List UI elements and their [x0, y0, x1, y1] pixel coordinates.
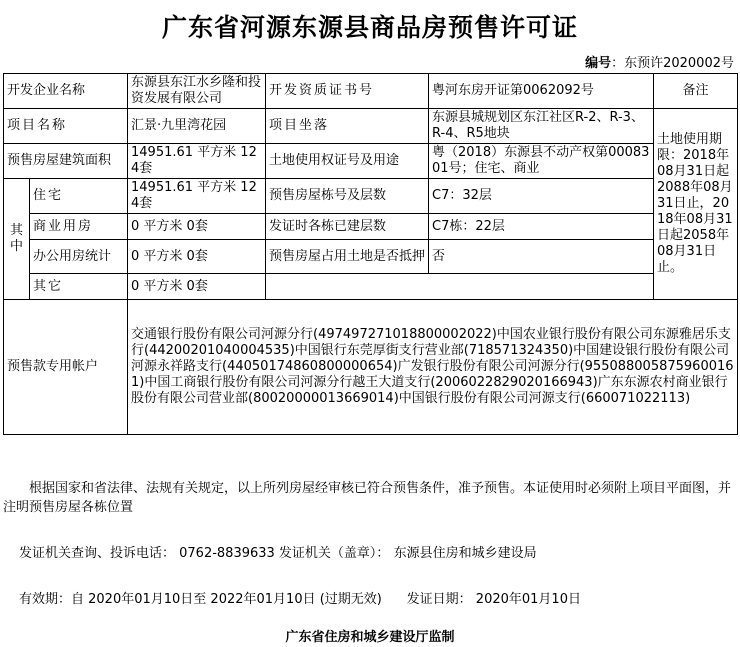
- building-no-value: C7：32层: [429, 179, 654, 214]
- built-floors-value: C7栋：22层: [429, 214, 654, 240]
- remark-value: 土地使用期限：2018年08月31日起2088年08月31日止，2018年08月31日起2058年08月31日止。: [654, 109, 738, 300]
- residential-label: 住宅: [30, 179, 128, 214]
- serial-number: [585, 52, 734, 71]
- account-label: 预售款专用帐户: [4, 300, 128, 435]
- row-project: [4, 109, 738, 144]
- residential-value: 14951.61 平方米 124套: [128, 179, 266, 214]
- mortgage-label: 预售房屋占用土地是否抵押: [266, 240, 429, 274]
- land-cert-label: 土地使用权证号及用途: [266, 144, 429, 179]
- commercial-value: 0 平方米 0套: [128, 214, 266, 240]
- presale-area-label: 预售房屋建筑面积: [4, 144, 128, 179]
- breakdown-label-bottom: 中: [9, 239, 23, 254]
- office-value: 0 平方米 0套: [128, 240, 266, 274]
- statement-text: 根据国家和省法律、法规有关规定，以上所列房屋经审核已符合预售条件，准予预售。本证使用时必须附上项目平面图，并注明预售房屋各栋位置: [3, 481, 732, 515]
- footer-text: 广东省住房和城乡建设厅监制: [285, 630, 455, 645]
- qualification-value: 粤河东房开证第0062092号: [429, 74, 654, 109]
- qualification-label: 开发资质证书号: [266, 74, 429, 109]
- project-name-value: 汇景·九里湾花园: [128, 109, 266, 144]
- building-no-label: 预售房屋栋号及层数: [266, 179, 429, 214]
- mortgage-value: 否: [429, 240, 654, 274]
- project-location-label: 项目坐落: [266, 109, 429, 144]
- project-name-label: 项目名称: [4, 109, 128, 144]
- commercial-label: 商业用房: [30, 214, 128, 240]
- developer-value: 东源县东江水乡隆和投资发展有限公司: [128, 74, 266, 109]
- project-location-value: 东源县城规划区东江社区R-2、R-3、R-4、R5地块: [429, 109, 654, 144]
- row-residential: [4, 179, 738, 214]
- account-value: 交通银行股份有限公司河源分行(497497271018800002022)中国农业银行股份有限公司东源雅居乐支行(44200201040004535)中国银行东莞厚街支行营业部(718571324350)中国建设银行股份有限公司河源永祥路支行(44050174860800000654)广发银行股份有限公司河源分行(9550880058759600161)中国工商银行股份有限公司河源分行越王大道支行(2006022829020166943)广东东源农村商业银行股份有限公司营业部(80020000013669014)中国银行股份有限公司河源支行(660071022113): [128, 300, 738, 435]
- breakdown-label-top: 其: [9, 223, 23, 238]
- presale-area-value: 14951.61 平方米 124套: [128, 144, 266, 179]
- document-title: 广东省河源东源县商品房预售许可证: [161, 13, 578, 42]
- other-value: 0 平方米 0套: [128, 274, 266, 300]
- land-cert-value: 粤（2018）东源县不动产权第0008301号；住宅、商业: [429, 144, 654, 179]
- other-label: 其它: [30, 274, 128, 300]
- row-other: [4, 274, 738, 300]
- row-presale-area: [4, 144, 738, 179]
- remark-label: 备注: [654, 74, 738, 109]
- row-account: [4, 300, 738, 435]
- built-floors-label: 发证时各栋已建层数: [266, 214, 429, 240]
- validity-line: 有效期：自 2020年01月10日至 2022年01月10日 (过期无效) 发证日期： 2020年01月10日: [19, 592, 581, 607]
- row-office: [4, 240, 738, 274]
- row-developer: [4, 74, 738, 109]
- serial-label: 编号: [585, 56, 612, 71]
- developer-label: 开发企业名称: [4, 74, 128, 109]
- contact-line: 发证机关查询、投诉电话： 0762-8839633 发证机关（盖章）： 东源县住房和城乡建设局: [19, 546, 537, 561]
- serial-value: ：东预许2020002号: [611, 56, 734, 71]
- row-commercial: [4, 214, 738, 240]
- breakdown-label: [4, 179, 30, 300]
- permit-table: [3, 73, 738, 435]
- blank-cell: [266, 274, 654, 300]
- office-label: 办公用房统计: [30, 240, 128, 274]
